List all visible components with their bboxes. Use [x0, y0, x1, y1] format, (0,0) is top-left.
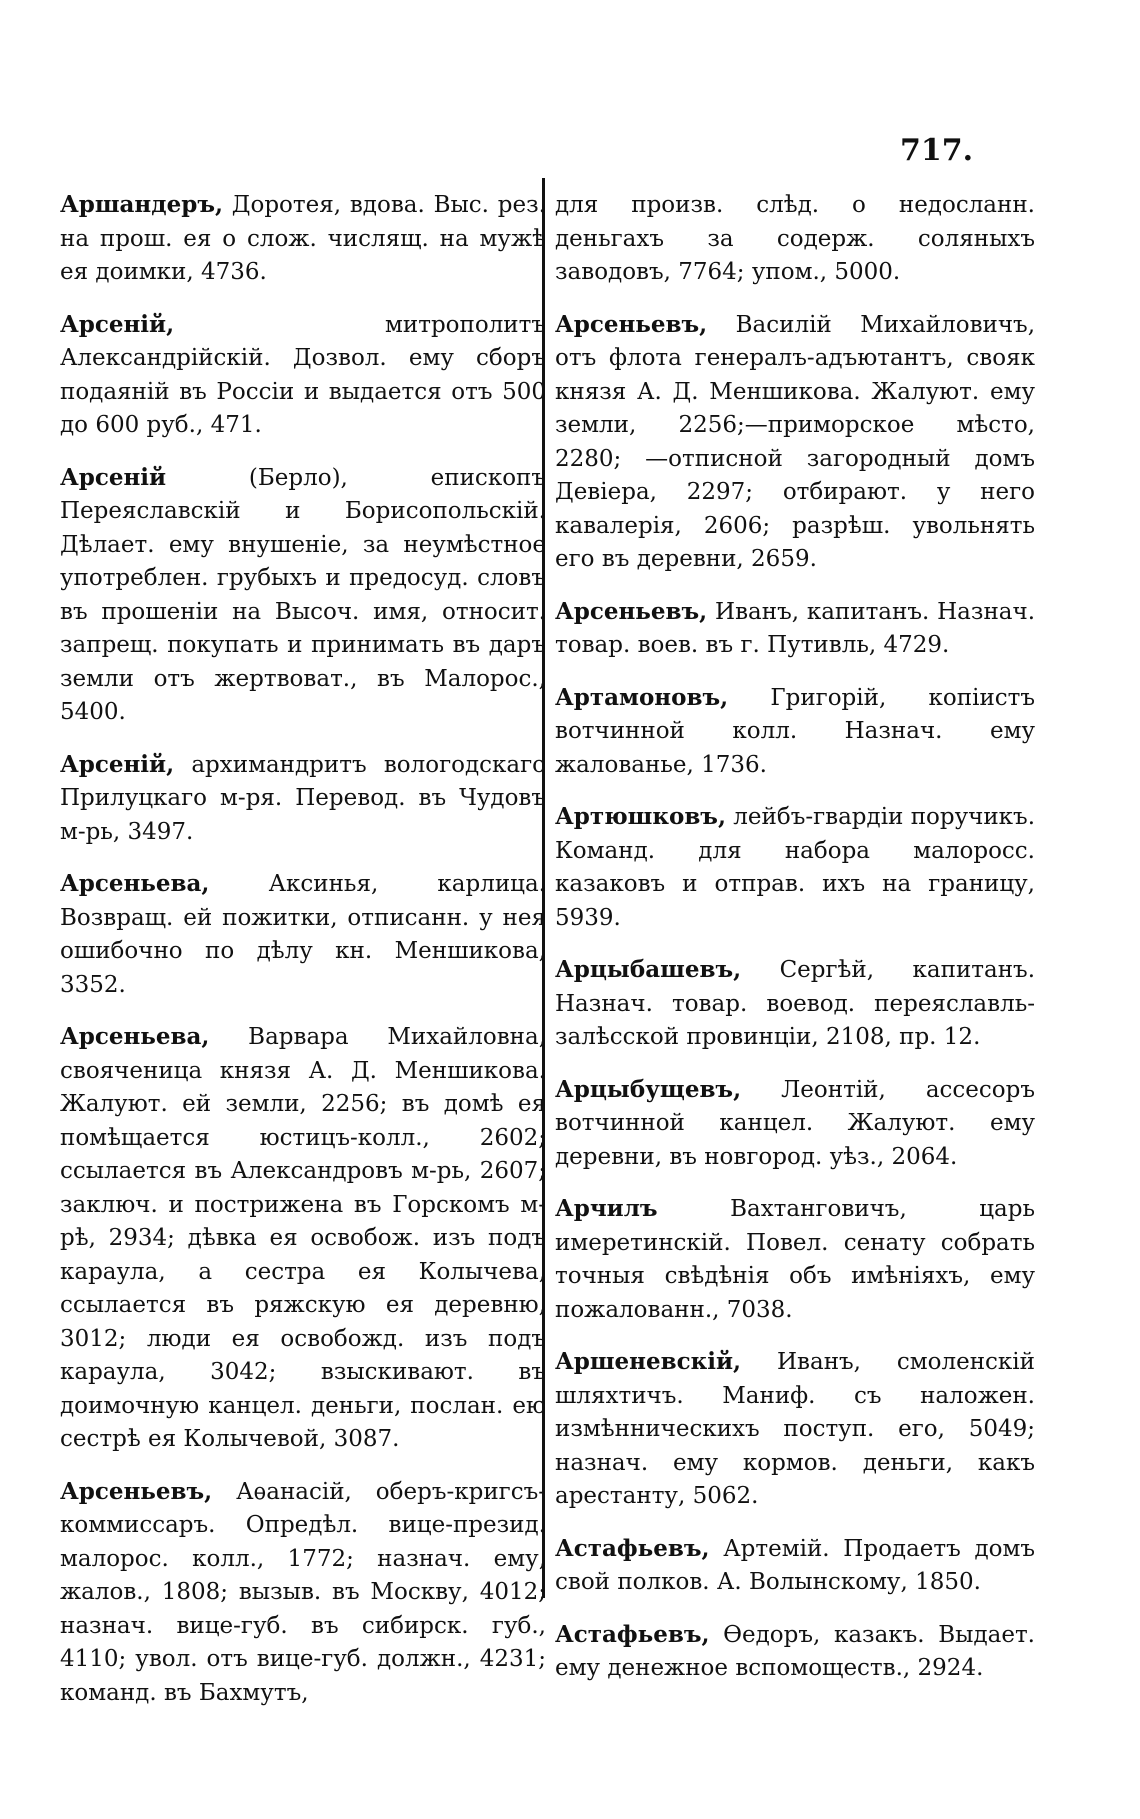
entry-text: Вахтанговичъ, царь имеретинскій. Повел. сенату собрать точныя свѣдѣнія объ имѣніяхъ, ему пожалованн., 7038. [555, 1196, 1035, 1323]
right-column [555, 188, 1035, 1704]
entry-headword: Астафьевъ, [555, 1620, 710, 1648]
entry-headword: Арсеньева, [60, 1023, 210, 1050]
entry-text: митрополитъ Александрійскій. Дозвол. ему сборъ подаяній въ Россіи и выдается отъ 500 до 600 руб., 471. [60, 311, 546, 438]
entry-headword: Арсеній, [60, 750, 175, 778]
index-entry [555, 953, 1035, 1055]
entry-text: Аѳанасій, оберъ-кригсъ-коммиссаръ. Опредѣл. вице-презид. малорос. колл., 1772; назнач. ему, жалов., 1808; вызыв. въ Москву, 4012; назнач. вице-губ. въ сибирск. губ., 4110; увол. отъ вице-губ. должн., 4231; команд. въ Бахмутъ, [60, 1478, 546, 1706]
entry-headword: Арсеній, [60, 310, 175, 338]
entry-text: Сергѣй, капитанъ. Назнач. товар. воевод. переяславль-залѣсской провинціи, 2108, пр. 12. [555, 957, 1036, 1050]
entry-text: Иванъ, смоленскій шляхтичъ. Маниф. съ наложен. измѣнническихъ поступ. его, 5049; назнач. ему кормов. деньги, какъ арестанту, 5062. [555, 1349, 1035, 1509]
index-entry [555, 595, 1035, 663]
index-entry [60, 308, 546, 443]
entry-headword: Арсеньевъ, [555, 310, 708, 338]
index-entry [60, 1020, 546, 1457]
entry-text: Иванъ, капитанъ. Назнач. товар. воев. въ г. Путивль, 4729. [555, 598, 1036, 658]
entry-headword: Арсеньевъ, [60, 1477, 213, 1505]
entry-text: Аксинья, карлица. Возвращ. ей пожитки, отписанн. у нея ошибочно по дѣлу кн. Меншикова, 3352. [60, 871, 546, 998]
entry-headword: Арсеньева, [60, 870, 210, 897]
entry-headword: Арчилъ [555, 1195, 658, 1222]
entry-headword: Аршеневскій, [555, 1348, 742, 1375]
index-entry [555, 800, 1035, 935]
left-column [60, 188, 546, 1728]
entry-headword: Аршандеръ, [60, 191, 223, 218]
index-entry [60, 748, 546, 850]
index-entry [555, 1345, 1035, 1514]
index-entry [555, 681, 1035, 783]
index-entry [555, 1618, 1035, 1686]
entry-text: для произв. слѣд. о недосланн. деньгахъ за содерж. соляныхъ заводовъ, 7764; упом., 5000. [555, 192, 1035, 285]
entry-text: архимандритъ вологодскаго Прилуцкаго м-ря. Перевод. въ Чудовъ м-рь, 3497. [60, 751, 547, 845]
index-entry-continued [555, 188, 1035, 290]
index-entry [555, 1192, 1035, 1327]
index-entry [60, 867, 546, 1002]
index-entry [60, 188, 546, 290]
index-entry [60, 461, 546, 730]
entry-headword: Артюшковъ, [555, 803, 726, 830]
entry-text: лейбъ-гвардіи поручикъ. Команд. для набора малоросс. казаковъ и отправ. ихъ на границу, 5939. [555, 804, 1036, 931]
entry-text: Варвара Михайловна, свояченица князя А. Д. Меншикова. Жалуют. ей земли, 2256; въ домѣ ея помѣщается юстицъ-колл., 2602; ссылается въ Александровъ м-рь, 2607; заключ. и пострижена въ Горскомъ м-рѣ, 2934; дѣвка ея освобож. изъ подъ караула, а сестра ея Колычева, ссылается въ ряжскую ея деревню, 3012; люди ея освобожд. изъ подъ караула, 3042; взыскивают. въ доимочную канцел. деньги, послан. ею сестрѣ ея Колычевой, 3087. [60, 1024, 546, 1452]
index-entry [555, 308, 1035, 577]
entry-text: Артемій. Продаетъ домъ свой полков. А. Волынскому, 1850. [555, 1535, 1035, 1595]
index-entry [555, 1532, 1035, 1600]
entry-text: Леонтій, ассесоръ вотчинной канцел. Жалуют. ему деревни, въ новгород. уѣз., 2064. [555, 1076, 1036, 1170]
entry-headword: Артамоновъ, [555, 683, 729, 711]
entry-text: (Берло), епископъ Переяславскій и Борисопольскій. Дѣлает. ему внушеніе, за неумѣстное употреблен. грубыхъ и предосуд. словъ въ прошеніи на Высоч. имя, относит. запрещ. покупать и принимать въ даръ земли отъ жертвоват., въ Малорос., 5400. [60, 464, 546, 725]
entry-text: Доротея, вдова. Выс. рез. на прош. ея о слож. числящ. на мужѣ ея доимки, 4736. [60, 192, 546, 285]
entry-headword: Арцыбашевъ, [555, 956, 742, 983]
entry-headword: Арсеньевъ, [555, 597, 708, 625]
entry-text: Григорій, копіистъ вотчинной колл. Назнач. ему жалованье, 1736. [555, 684, 1036, 778]
index-entry [60, 1475, 546, 1711]
entry-text: Василій Михайловичъ, отъ флота генералъ-адъютантъ, свояк князя А. Д. Меншикова. Жалуют. ему земли, 2256;—приморское мѣсто, 2280; —отписной загородный домъ Девіера, 2297; отбирают. у него кавалерія, 2606; разрѣш. увольнять его въ деревни, 2659. [555, 311, 1036, 572]
entry-headword: Арсеній [60, 463, 167, 491]
entry-headword: Арцыбущевъ, [555, 1075, 742, 1103]
page-number: 717. [900, 133, 974, 168]
entry-headword: Астафьевъ, [555, 1534, 710, 1562]
index-entry [555, 1073, 1035, 1175]
entry-text: Ѳедоръ, казакъ. Выдает. ему денежное вспомоществ., 2924. [555, 1621, 1035, 1681]
